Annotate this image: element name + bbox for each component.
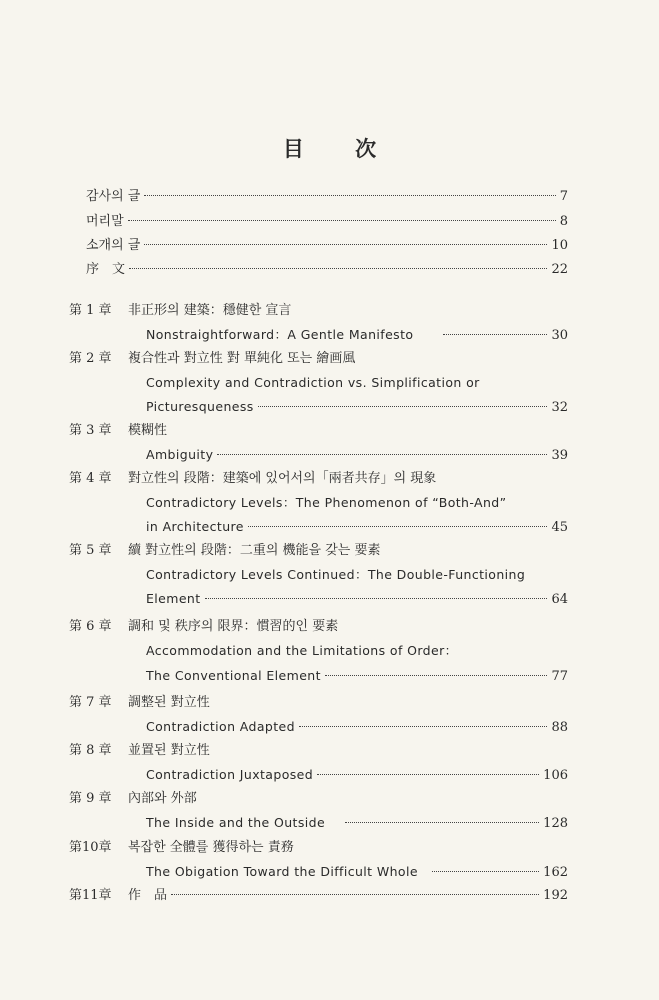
chapter-heading xyxy=(0,740,659,762)
toc-entry[interactable] xyxy=(0,812,659,834)
chapter-title-ko: 복잡한 全體를 獲得하는 責務 xyxy=(128,840,294,855)
dot-leader xyxy=(299,726,547,727)
chapter-subtitle-line xyxy=(0,492,659,514)
entry-page: 32 xyxy=(551,400,568,415)
entry-page: 7 xyxy=(559,189,568,204)
entry-page: 162 xyxy=(543,865,568,880)
chapter-heading xyxy=(0,348,659,370)
chapter-title-ko: 續 對立性의 段階：二重의 機能을 갖는 要素 xyxy=(128,543,381,558)
chapter-title-en: Element xyxy=(146,591,201,606)
entry-label: 序 文 xyxy=(86,262,126,277)
toc-entry[interactable] xyxy=(0,764,659,786)
dot-leader xyxy=(345,822,539,823)
entry-page: 22 xyxy=(551,262,568,277)
dot-leader xyxy=(258,406,548,407)
entry-page: 106 xyxy=(543,768,568,783)
chapter-title-ko: 作 品 xyxy=(128,888,168,903)
toc-entry[interactable] xyxy=(0,861,659,883)
toc-entry-front[interactable] xyxy=(0,186,659,208)
dot-leader xyxy=(205,598,548,599)
chapter-subtitle-line xyxy=(0,372,659,394)
toc-entry[interactable] xyxy=(0,324,659,346)
chapter-number: 第 5 章 xyxy=(69,543,112,558)
chapter-number: 第 8 章 xyxy=(69,743,112,758)
chapter-number: 第 3 章 xyxy=(69,423,112,438)
dot-leader xyxy=(248,526,548,527)
entry-page: 8 xyxy=(559,214,568,229)
chapter-number: 第10章 xyxy=(69,840,112,855)
dot-leader xyxy=(128,220,556,221)
toc-entry[interactable] xyxy=(0,665,659,687)
chapter-title-en: Contradictory Levels Continued：The Double-Functioning xyxy=(146,567,526,582)
dot-leader xyxy=(171,894,539,895)
entry-page: 88 xyxy=(551,720,568,735)
dot-leader xyxy=(144,195,555,196)
chapter-title-ko: 內部와 外部 xyxy=(128,791,197,806)
chapter-title-en: in Architecture xyxy=(146,519,244,534)
chapter-title-en: The Obigation Toward the Difficult Whole xyxy=(146,864,418,879)
chapter-number: 第11章 xyxy=(69,888,112,903)
chapter-heading xyxy=(0,468,659,490)
toc-entry-front[interactable] xyxy=(0,211,659,233)
chapter-heading xyxy=(0,540,659,562)
entry-page: 39 xyxy=(551,448,568,463)
chapter-title-ko: 對立性의 段階：建築에 있어서의「兩者共存」의 現象 xyxy=(128,471,437,486)
chapter-title-ko: 調和 및 秩序의 限界：慣習的인 要素 xyxy=(128,619,339,634)
dot-leader xyxy=(129,268,547,269)
entry-page: 77 xyxy=(551,669,568,684)
chapter-title-en: Accommodation and the Limitations of Order： xyxy=(146,643,458,658)
dot-leader xyxy=(217,454,547,455)
chapter-title-en: Ambiguity xyxy=(146,447,214,462)
chapter-title-en: Contradiction Adapted xyxy=(146,719,295,734)
entry-label: 소개의 글 xyxy=(86,238,141,253)
chapter-title-ko: 複合性과 對立性 對 單純化 또는 繪画風 xyxy=(128,351,356,366)
entry-page: 64 xyxy=(551,592,568,607)
entry-label: 감사의 글 xyxy=(86,189,141,204)
dot-leader xyxy=(325,675,548,676)
toc-entry[interactable] xyxy=(0,444,659,466)
chapter-number: 第 7 章 xyxy=(69,695,112,710)
chapter-number: 第 1 章 xyxy=(69,303,112,318)
chapter-heading xyxy=(0,692,659,714)
chapter-heading xyxy=(0,788,659,810)
chapter-title-en: Contradiction Juxtaposed xyxy=(146,767,314,782)
entry-page: 192 xyxy=(543,888,568,903)
chapter-subtitle-line xyxy=(0,640,659,662)
chapter-title-ko: 模糊性 xyxy=(128,423,168,438)
chapter-number: 第 2 章 xyxy=(69,351,112,366)
entry-page: 10 xyxy=(551,238,568,253)
toc-entry[interactable] xyxy=(0,716,659,738)
chapter-heading xyxy=(0,300,659,322)
chapter-title-en: The Inside and the Outside xyxy=(146,815,326,830)
entry-page: 45 xyxy=(551,520,568,535)
chapter-title-ko: 調整된 對立性 xyxy=(128,695,210,710)
chapter-title-ko: 非正形의 建築：穩健한 宣言 xyxy=(128,303,292,318)
dot-leader xyxy=(317,774,539,775)
toc-entry[interactable] xyxy=(0,588,659,610)
chapter-title-en: Contradictory Levels：The Phenomenon of “Both-And” xyxy=(146,495,507,510)
toc-entry[interactable] xyxy=(0,885,659,907)
dot-leader xyxy=(144,244,547,245)
chapter-heading xyxy=(0,420,659,442)
chapter-title-ko: 並置된 對立性 xyxy=(128,743,210,758)
toc-entry-front[interactable] xyxy=(0,259,659,281)
chapter-subtitle-line xyxy=(0,564,659,586)
page-title: 目 次 xyxy=(282,136,399,161)
chapter-title-en: Nonstraightforward：A Gentle Manifesto xyxy=(146,327,414,342)
chapter-number: 第 9 章 xyxy=(69,791,112,806)
chapter-number: 第 6 章 xyxy=(69,619,112,634)
chapter-title-en: The Conventional Element xyxy=(146,668,321,683)
chapter-heading xyxy=(0,837,659,859)
entry-label: 머리말 xyxy=(86,214,124,229)
toc-entry-front[interactable] xyxy=(0,235,659,257)
dot-leader xyxy=(443,334,547,335)
chapter-title-en: Complexity and Contradiction vs. Simplification or xyxy=(146,375,480,390)
dot-leader xyxy=(432,871,539,872)
entry-page: 128 xyxy=(543,816,568,831)
chapter-heading xyxy=(0,616,659,638)
chapter-title-en: Picturesqueness xyxy=(146,399,254,414)
chapter-number: 第 4 章 xyxy=(69,471,112,486)
toc-entry[interactable] xyxy=(0,396,659,418)
entry-page: 30 xyxy=(551,328,568,343)
toc-entry[interactable] xyxy=(0,516,659,538)
